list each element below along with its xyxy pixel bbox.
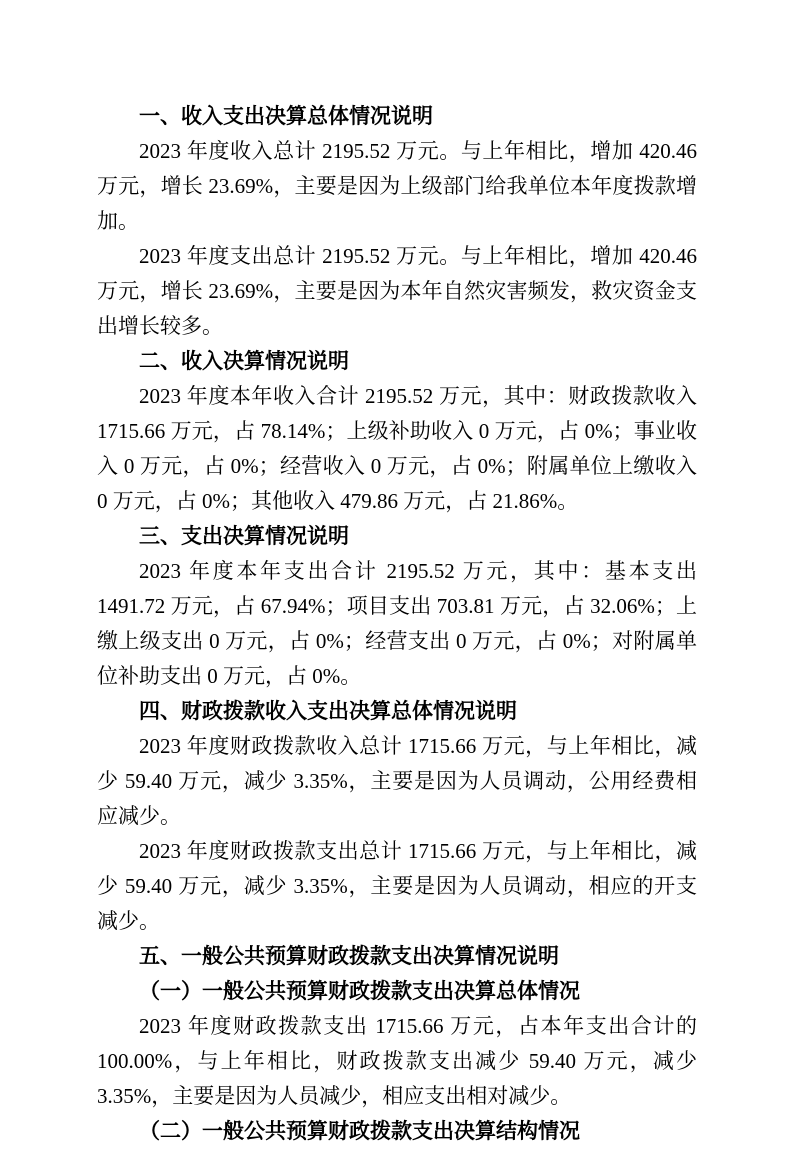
paragraph: 2023 年度支出总计 2195.52 万元。与上年相比，增加 420.46 万元，增长 23.69%，主要是因为本年自然灾害频发，救灾资金支出增长较多。 <box>97 244 697 338</box>
paragraph: 2023 年度财政拨款收入总计 1715.66 万元，与上年相比，减少 59.40 万元，减少 3.35%，主要是因为人员调动，公用经费相应减少。 <box>97 734 697 828</box>
paragraph: 2023 年度财政拨款支出 1715.66 万元，占本年支出合计的 100.00%，与上年相比，财政拨款支出减少 59.40 万元，减少 3.35%，主要是因为人员减少，相应支出相对减少。 <box>97 1014 697 1108</box>
subsection-overall-situation <box>97 974 697 1114</box>
subsection-structure-situation <box>97 1114 697 1149</box>
section-public-budget-expenditure <box>97 939 697 1149</box>
section-heading: 二、收入决算情况说明 <box>139 350 349 373</box>
section-heading: 五、一般公共预算财政拨款支出决算情况说明 <box>139 945 559 968</box>
section-expenditure-details <box>97 519 697 694</box>
section-heading: 四、财政拨款收入支出决算总体情况说明 <box>139 700 517 723</box>
section-income-details <box>97 344 697 519</box>
section-heading: 一、收入支出决算总体情况说明 <box>139 105 433 128</box>
paragraph: 2023 年度收入总计 2195.52 万元。与上年相比，增加 420.46 万元，增长 23.69%，主要是因为上级部门给我单位本年度拨款增加。 <box>97 139 697 233</box>
section-income-expenditure-overview <box>97 99 697 344</box>
paragraph: 2023 年度本年支出合计 2195.52 万元，其中：基本支出 1491.72 万元，占 67.94%；项目支出 703.81 万元，占 32.06%；上缴上级支出 0 万元，占 0%；经营支出 0 万元，占 0%；对附属单位补助支出 0 万元，占 0%。 <box>97 559 697 688</box>
paragraph: 2023 年度财政拨款支出总计 1715.66 万元，与上年相比，减少 59.40 万元，减少 3.35%，主要是因为人员调动，相应的开支减少。 <box>97 839 697 933</box>
paragraph: 2023 年度本年收入合计 2195.52 万元，其中：财政拨款收入 1715.66 万元，占 78.14%；上级补助收入 0 万元，占 0%；事业收入 0 万元，占 0%；经营收入 0 万元，占 0%；附属单位上缴收入 0 万元，占 0%；其他收入 479.86 万元，占 21.86%。 <box>97 384 697 513</box>
subsection-heading: （二）一般公共预算财政拨款支出决算结构情况 <box>139 1120 580 1143</box>
section-fiscal-appropriation-overview <box>97 694 697 939</box>
subsection-heading: （一）一般公共预算财政拨款支出决算总体情况 <box>139 980 580 1003</box>
section-heading: 三、支出决算情况说明 <box>139 525 349 548</box>
